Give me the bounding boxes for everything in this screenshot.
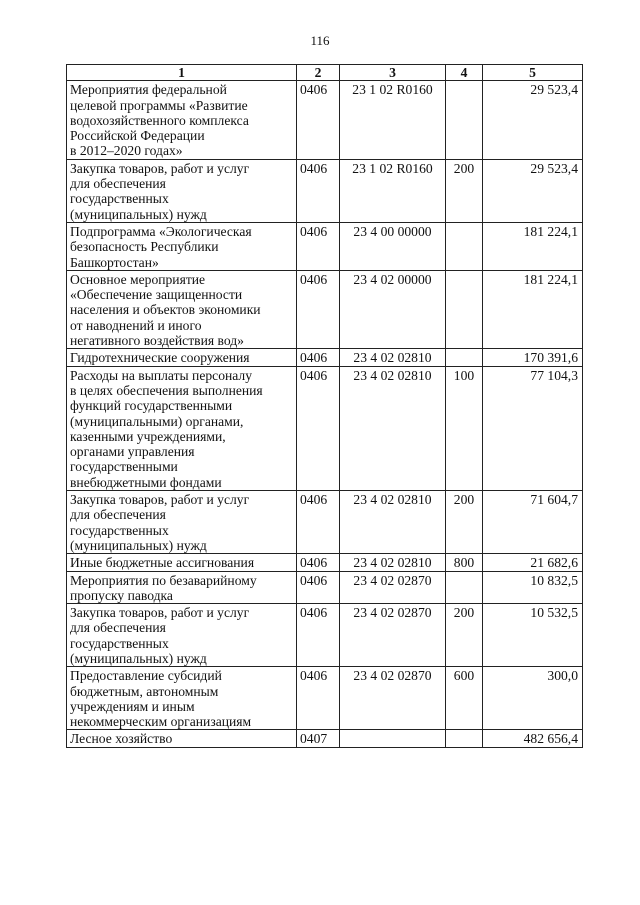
table-body (67, 81, 583, 747)
row-amount: 170 391,6 (483, 349, 583, 366)
row-amount: 77 104,3 (483, 366, 583, 490)
row-section-code: 0406 (297, 491, 340, 554)
table-row (67, 270, 583, 348)
row-section-code: 0406 (297, 604, 340, 667)
row-section-code: 0406 (297, 554, 340, 571)
row-target-code: 23 4 00 00000 (340, 222, 446, 270)
header-col-2: 2 (297, 65, 340, 81)
row-amount: 181 224,1 (483, 222, 583, 270)
row-expense-type: 600 (446, 667, 483, 730)
row-name: Мероприятия по безаварийному пропуску паводка (67, 571, 297, 604)
header-row (67, 65, 583, 81)
row-name: Лесное хозяйство (67, 730, 297, 747)
header-col-3: 3 (340, 65, 446, 81)
row-section-code: 0406 (297, 222, 340, 270)
row-expense-type: 800 (446, 554, 483, 571)
table-row (67, 571, 583, 604)
row-name: Закупка товаров, работ и услуг для обеспечения государственных (муниципальных) нужд (67, 491, 297, 554)
table-row (67, 604, 583, 667)
table-row (67, 349, 583, 366)
row-target-code: 23 4 02 02810 (340, 366, 446, 490)
row-amount: 21 682,6 (483, 554, 583, 571)
table-row (67, 159, 583, 222)
row-target-code (340, 730, 446, 747)
row-expense-type (446, 222, 483, 270)
row-target-code: 23 1 02 R0160 (340, 159, 446, 222)
header-col-5: 5 (483, 65, 583, 81)
row-section-code: 0407 (297, 730, 340, 747)
row-name: Основное мероприятие «Обеспечение защищенности населения и объектов экономики от наводнений и иного негативного воздействия вод» (67, 270, 297, 348)
row-target-code: 23 4 02 02810 (340, 349, 446, 366)
row-section-code: 0406 (297, 571, 340, 604)
row-target-code: 23 4 02 02810 (340, 554, 446, 571)
row-section-code: 0406 (297, 667, 340, 730)
row-expense-type: 200 (446, 491, 483, 554)
row-name: Расходы на выплаты персоналу в целях обеспечения выполнения функций государственными (муниципальными) органами, казенными учреждениями, органами управления государственными внебюджетными фондами (67, 366, 297, 490)
row-expense-type (446, 730, 483, 747)
row-expense-type: 100 (446, 366, 483, 490)
table-row (67, 667, 583, 730)
table-row (67, 491, 583, 554)
row-name: Закупка товаров, работ и услуг для обеспечения государственных (муниципальных) нужд (67, 159, 297, 222)
row-target-code: 23 4 02 02870 (340, 571, 446, 604)
row-name: Предоставление субсидий бюджетным, автономным учреждениям и иным некоммерческим организациям (67, 667, 297, 730)
row-expense-type (446, 81, 483, 159)
row-amount: 181 224,1 (483, 270, 583, 348)
row-name: Подпрограмма «Экологическая безопасность Республики Башкортостан» (67, 222, 297, 270)
row-amount: 300,0 (483, 667, 583, 730)
row-section-code: 0406 (297, 366, 340, 490)
row-section-code: 0406 (297, 81, 340, 159)
budget-table (66, 64, 583, 748)
row-amount: 29 523,4 (483, 81, 583, 159)
row-target-code: 23 4 02 02870 (340, 604, 446, 667)
row-section-code: 0406 (297, 270, 340, 348)
row-expense-type (446, 270, 483, 348)
row-target-code: 23 4 02 00000 (340, 270, 446, 348)
row-expense-type (446, 349, 483, 366)
table-row (67, 730, 583, 747)
page-number: 116 (310, 33, 330, 48)
row-target-code: 23 4 02 02870 (340, 667, 446, 730)
row-name: Гидротехнические сооружения (67, 349, 297, 366)
header-col-1: 1 (67, 65, 297, 81)
header-col-4: 4 (446, 65, 483, 81)
row-name: Иные бюджетные ассигнования (67, 554, 297, 571)
table-row (67, 366, 583, 490)
row-name: Мероприятия федеральной целевой программы «Развитие водохозяйственного комплекса Российской Федерации в 2012–2020 годах» (67, 81, 297, 159)
row-amount: 29 523,4 (483, 159, 583, 222)
table-row (67, 81, 583, 159)
table-row (67, 222, 583, 270)
row-amount: 482 656,4 (483, 730, 583, 747)
row-name: Закупка товаров, работ и услуг для обеспечения государственных (муниципальных) нужд (67, 604, 297, 667)
row-expense-type: 200 (446, 604, 483, 667)
row-section-code: 0406 (297, 159, 340, 222)
row-target-code: 23 1 02 R0160 (340, 81, 446, 159)
row-amount: 10 532,5 (483, 604, 583, 667)
row-target-code: 23 4 02 02810 (340, 491, 446, 554)
table-row (67, 554, 583, 571)
row-section-code: 0406 (297, 349, 340, 366)
row-expense-type: 200 (446, 159, 483, 222)
row-amount: 10 832,5 (483, 571, 583, 604)
row-amount: 71 604,7 (483, 491, 583, 554)
row-expense-type (446, 571, 483, 604)
